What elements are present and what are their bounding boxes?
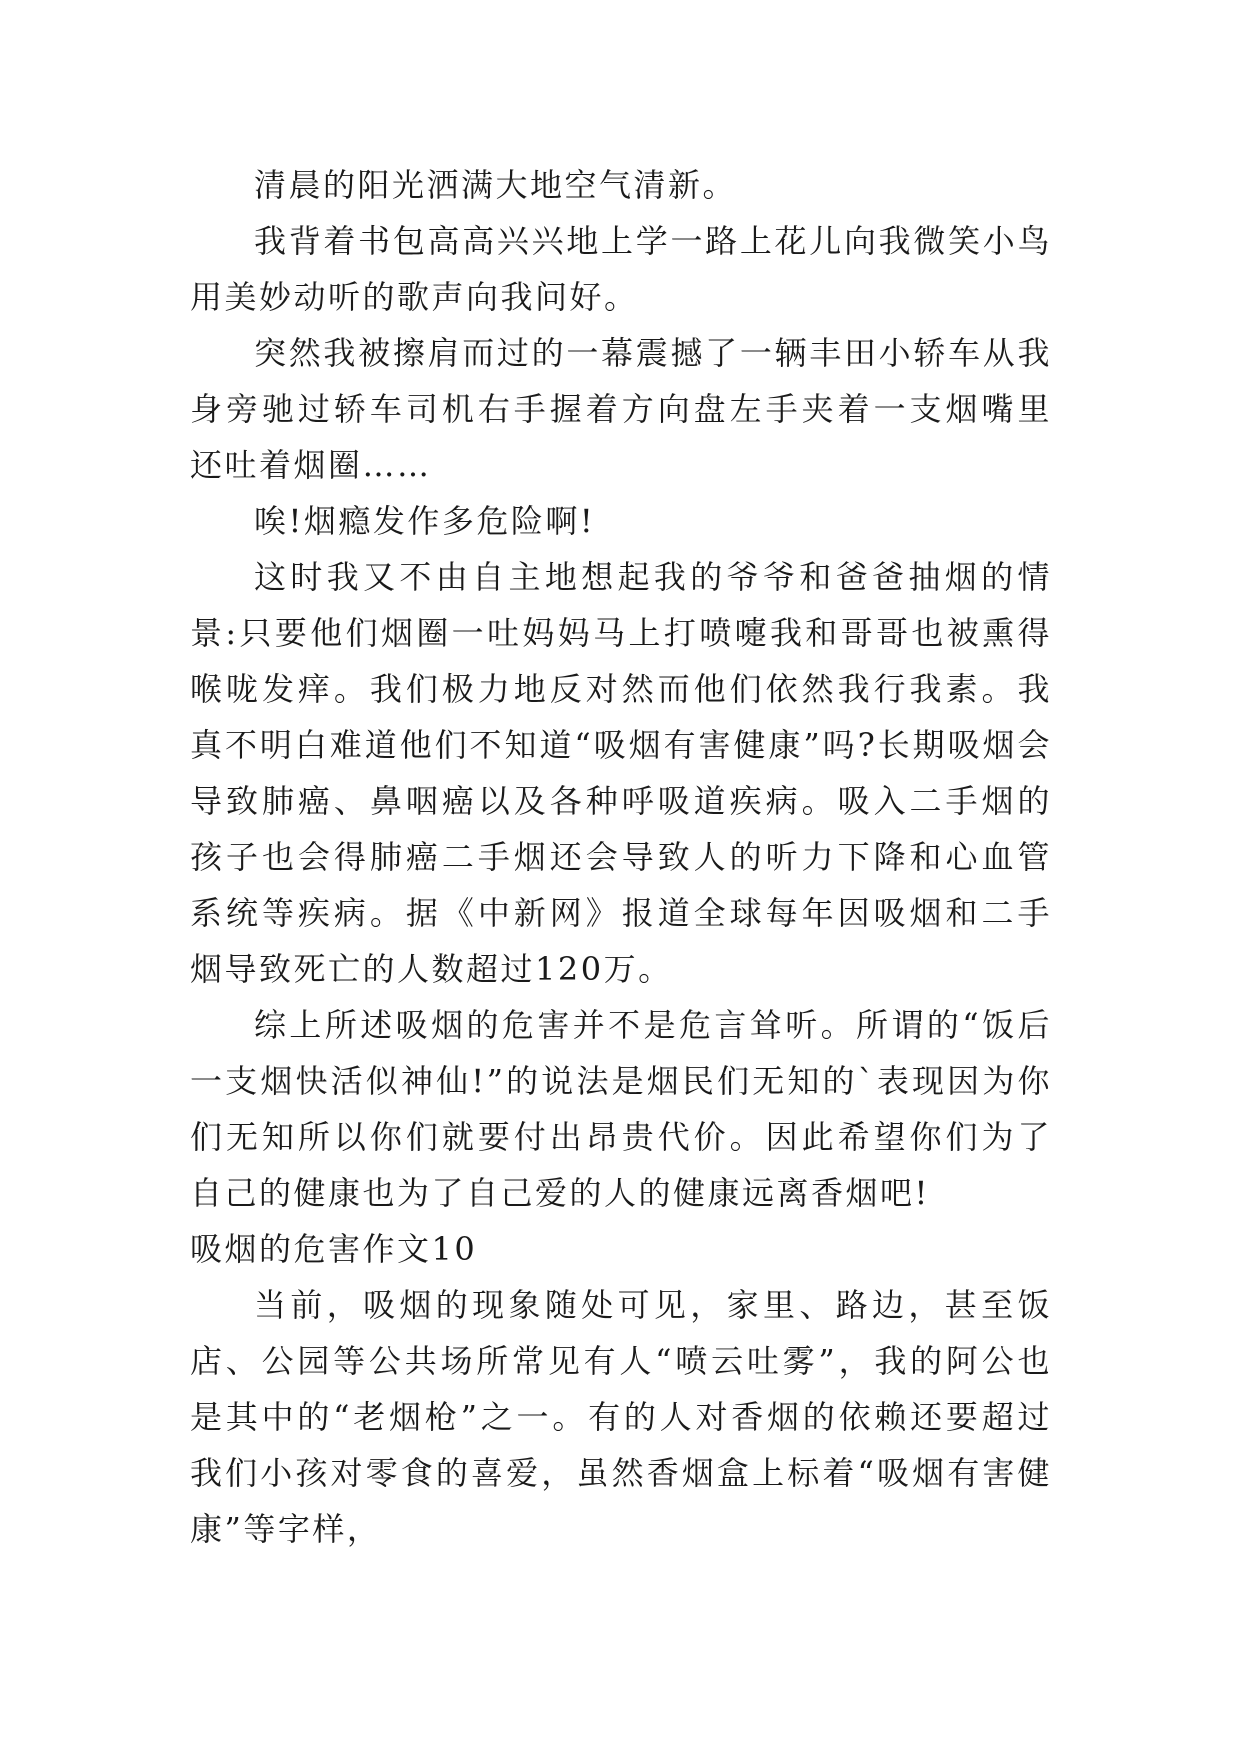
section-heading: 吸烟的危害作文10 bbox=[190, 1230, 478, 1268]
paragraph-morning: 清晨的阳光洒满大地空气清新。 bbox=[254, 166, 738, 204]
paragraph-school-walk: 我背着书包高高兴兴地上学一路上花儿向我微笑小鸟用美妙动听的歌声向我问好。 bbox=[190, 222, 1052, 316]
paragraph-car-driver: 突然我被擦肩而过的一幕震撼了一辆丰田小轿车从我身旁驰过轿车司机右手握着方向盘左手夹着一支烟嘴里还吐着烟圈…… bbox=[190, 334, 1052, 484]
paragraph-conclusion: 综上所述吸烟的危害并不是危言耸听。所谓的“饭后一支烟快活似神仙!”的说法是烟民们无知的`表现因为你们无知所以你们就要付出昂贵代价。因此希望你们为了自己的健康也为了自己爱的人的健康远离香烟吧! bbox=[190, 1006, 1052, 1212]
document-body bbox=[190, 157, 1052, 1557]
paragraph-exclamation: 唉!烟瘾发作多危险啊! bbox=[254, 502, 596, 540]
paragraph-essay-10-intro: 当前，吸烟的现象随处可见，家里、路边，甚至饭店、公园等公共场所常见有人“喷云吐雾”，我的阿公也是其中的“老烟枪”之一。有的人对香烟的依赖还要超过我们小孩对零食的喜爱，虽然香烟盒上标着“吸烟有害健康”等字样， bbox=[190, 1286, 1052, 1548]
paragraph-family-smoking: 这时我又不由自主地想起我的爷爷和爸爸抽烟的情景:只要他们烟圈一吐妈妈马上打喷嚏我和哥哥也被熏得喉咙发痒。我们极力地反对然而他们依然我行我素。我真不明白难道他们不知道“吸烟有害健康”吗?长期吸烟会导致肺癌、鼻咽癌以及各种呼吸道疾病。吸入二手烟的孩子也会得肺癌二手烟还会导致人的听力下降和心血管系统等疾病。据《中新网》报道全球每年因吸烟和二手烟导致死亡的人数超过120万。 bbox=[190, 558, 1052, 988]
